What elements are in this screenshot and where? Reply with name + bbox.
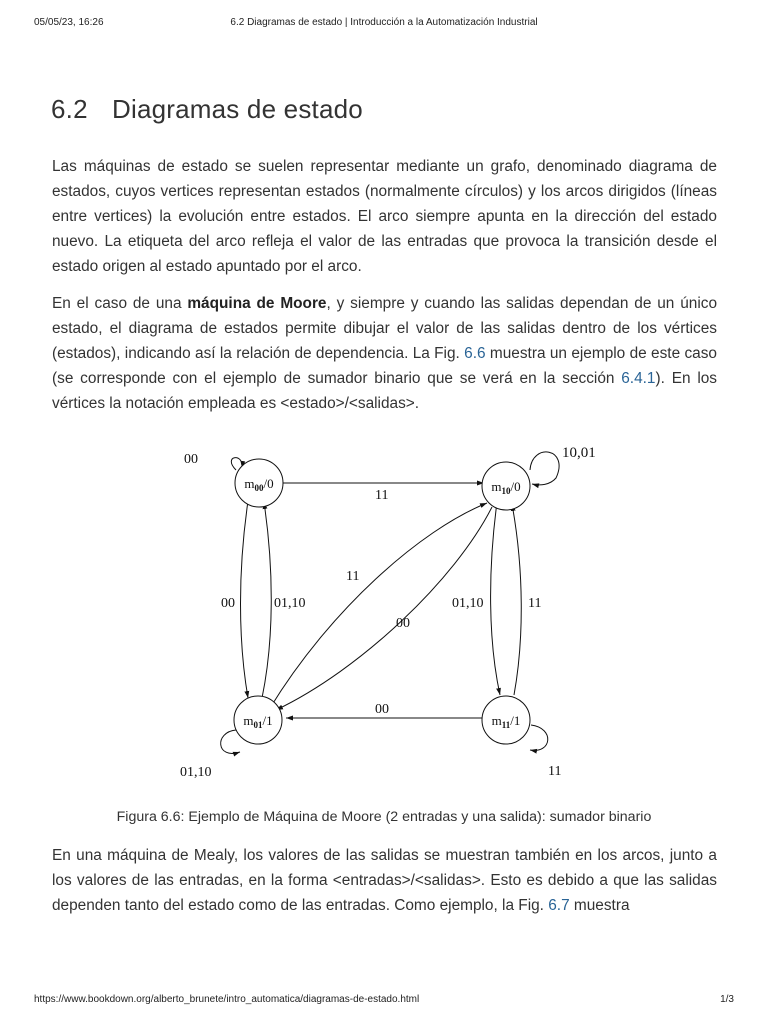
label-self-m10: 10,01 bbox=[562, 445, 596, 461]
figure-caption: Figura 6.6: Ejemplo de Máquina de Moore (2 entradas y una salida): sumador binario bbox=[116, 809, 652, 825]
figure-moore-diagram bbox=[0, 430, 768, 810]
section-6-4-1-link[interactable]: 6.4.1 bbox=[621, 370, 656, 387]
paragraph-moore: En el caso de una máquina de Moore, y siempre y cuando las salidas dependan de un único estado, el diagrama de estados permite dibujar el valor de las salidas dentro de los vértices (estados), indicando así la relación de dependencia. La Fig. 6.6 muestra un ejemplo de este caso (se corresponde con el ejemplo de sumador binario que se verá en la sección 6.4.1). En los vértices la notación empleada es <estado>/<salidas>. bbox=[52, 295, 718, 412]
label-m10-m01: 00 bbox=[396, 616, 410, 631]
edge-m11-m10 bbox=[512, 504, 521, 695]
fig-6-7-link[interactable]: 6.7 bbox=[548, 897, 570, 914]
loop-m10 bbox=[530, 452, 559, 485]
edge-m10-m11 bbox=[491, 502, 500, 695]
print-page-number: 1/3 bbox=[720, 994, 734, 1005]
state-m00-label: $m_{00}/0$ bbox=[244, 476, 274, 493]
loop-m11 bbox=[530, 725, 548, 750]
label-m10-m11: 01,10 bbox=[452, 596, 484, 611]
label-self-m11: 11 bbox=[548, 764, 562, 779]
edge-m00-m01 bbox=[241, 501, 249, 698]
moore-term: máquina de Moore bbox=[187, 295, 327, 312]
paragraph-state-machines: Las máquinas de estado se suelen representar mediante un grafo, denominado diagrama de estados, cuyos vertices representan estados (normalmente círculos) y los arcos dirigidos (líneas entre vertices) la evolución entre estados. El arco siempre apunta en la dirección del estado nuevo. La etiqueta del arco refleja el valor de las entradas que provoca la transición desde el estado origen al estado apuntado por el arco. bbox=[52, 158, 717, 275]
label-m00-m01: 00 bbox=[221, 596, 235, 611]
state-m10-label: $m_{10}/0$ bbox=[491, 479, 521, 496]
label-m00-m10: 11 bbox=[375, 488, 389, 503]
label-m01-m10: 11 bbox=[346, 569, 360, 584]
label-self-m01: 01,10 bbox=[180, 765, 212, 780]
state-m01-label: $m_{01}/1$ bbox=[243, 713, 273, 730]
loop-m01 bbox=[221, 730, 240, 753]
label-m11-m10: 11 bbox=[528, 596, 542, 611]
label-m01-m00: 01,10 bbox=[274, 596, 306, 611]
state-m11-label: $m_{11}/1$ bbox=[491, 713, 521, 730]
state-diagram bbox=[0, 430, 768, 810]
print-doc-title: 6.2 Diagramas de estado | Introducción a la Automatización Industrial bbox=[230, 17, 538, 28]
print-url: https://www.bookdown.org/alberto_brunete/intro_automatica/diagramas-de-estado.html bbox=[34, 994, 420, 1005]
section-number: 6.2 bbox=[51, 94, 88, 124]
paragraph-mealy: En una máquina de Mealy, los valores de las salidas se muestran también en los arcos, junto a los valores de las entradas, en la forma <entradas>/<salidas>. Esto es debido a que las salidas dependen tanto del estado como de las entradas. Como ejemplo, la Fig. 6.7 muestra bbox=[52, 847, 717, 914]
label-self-m00: 00 bbox=[184, 452, 198, 467]
section-title: Diagramas de estado bbox=[112, 94, 363, 124]
label-m11-m01: 00 bbox=[375, 702, 389, 717]
print-datetime: 05/05/23, 16:26 bbox=[34, 17, 104, 28]
fig-6-6-link[interactable]: 6.6 bbox=[464, 345, 486, 362]
edge-m01-m00 bbox=[262, 502, 271, 698]
section-heading bbox=[51, 94, 363, 125]
